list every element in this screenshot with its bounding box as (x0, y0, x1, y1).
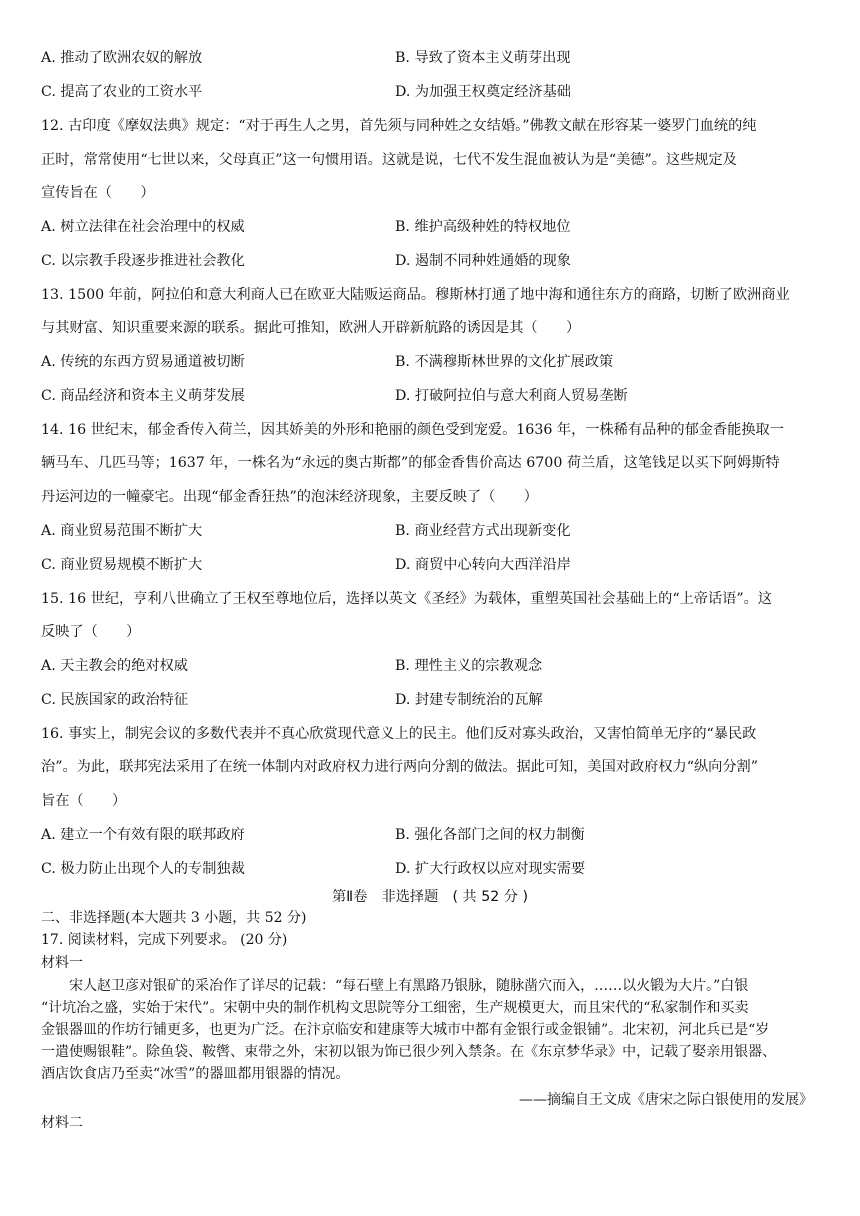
q11-option-b: B. 导致了资本主义萌芽出现 (395, 50, 571, 66)
q16-option-d: D. 扩大行政权以应对现实需要 (395, 861, 586, 877)
q14-option-c: C. 商业贸易规模不断扩大 (41, 557, 203, 573)
material1-line: 金银器皿的作坊行铺更多，也更为广泛。在汴京临安和建康等大城市中都有金银行或金银铺”。北宋初，河北兵已是“岁 (41, 1022, 770, 1038)
q12-stem-line: 正时，常常使用“七世以来，父母真正”这一句惯用语。这就是说，七代不发生混血被认为是“美德”。这些规定及 (41, 152, 737, 168)
q13-option-a: A. 传统的东西方贸易通道被切断 (41, 354, 245, 370)
q16-option-c: C. 极力防止出现个人的专制独裁 (41, 861, 245, 877)
material1-line: “计坑冶之盛，实始于宋代”。宋朝中央的制作机构文思院等分工细密，生产规模更大，而且宋代的“私家制作和买卖 (41, 1000, 749, 1016)
material1-line: 宋人赵卫彦对银矿的采冶作了详尽的记载：“每石壁上有黑路乃银脉，随脉凿穴而入，……以火锻为大片。”白银 (41, 978, 749, 994)
q12-stem-line: 12. 古印度《摩奴法典》规定：“对于再生人之男，首先须与同种姓之女结婚。”佛教文献在形容某一婆罗门血统的纯 (41, 118, 757, 134)
q12-option-a: A. 树立法律在社会治理中的权威 (41, 219, 245, 235)
material1-label: 材料一 (41, 955, 83, 971)
q15-option-c: C. 民族国家的政治特征 (41, 692, 189, 708)
material1-line: 一遣使赐银鞋”。除鱼袋、鞍辔、束带之外，宋初以银为饰已很少列入禁条。在《东京梦华录》中，记载了娶亲用银器、 (41, 1044, 777, 1060)
q14-option-b: B. 商业经营方式出现新变化 (395, 523, 571, 539)
section-title: 第Ⅱ卷 非选择题 ( 共 52 分 ) (331, 889, 529, 905)
material1-line: 酒店饮食店乃至卖“冰雪”的器皿都用银器的情况。 (41, 1066, 350, 1082)
material1-source: ——摘编自王文成《唐宋之际白银使用的发展》 (519, 1092, 813, 1108)
q16-stem-line: 16. 事实上，制宪会议的多数代表并不真心欣赏现代意义上的民主。他们反对寡头政治，又害怕简单无序的“暴民政 (41, 726, 757, 742)
q11-option-d: D. 为加强王权奠定经济基础 (395, 84, 571, 100)
q13-stem-line: 与其财富、知识重要来源的联系。据此可推知，欧洲人开辟新航路的诱因是其（ ） (41, 320, 581, 336)
q15-stem-line: 15. 16 世纪，亨利八世确立了王权至尊地位后，选择以英文《圣经》为载体，重塑英国社会基础上的“上帝话语”。这 (41, 591, 772, 607)
q15-stem-line: 反映了（ ） (41, 624, 141, 640)
q16-stem-line: 治”。为此，联邦宪法采用了在统一体制内对政府权力进行两向分割的做法。据此可知，美国对政府权力“纵向分割” (41, 759, 758, 775)
q15-option-d: D. 封建专制统治的瓦解 (395, 692, 543, 708)
q11-option-a: A. 推动了欧洲农奴的解放 (41, 50, 203, 66)
q11-option-c: C. 提高了农业的工资水平 (41, 84, 203, 100)
q14-stem-line: 丹运河边的一幢豪宅。出现“郁金香狂热”的泡沫经济现象，主要反映了（ ） (41, 489, 538, 505)
q12-option-c: C. 以宗教手段逐步推进社会教化 (41, 253, 245, 269)
section-heading: 二、非选择题(本大题共 3 小题，共 52 分) (41, 910, 307, 926)
q13-option-c: C. 商品经济和资本主义萌芽发展 (41, 388, 245, 404)
q16-option-a: A. 建立一个有效有限的联邦政府 (41, 827, 245, 843)
q13-option-b: B. 不满穆斯林世界的文化扩展政策 (395, 354, 614, 370)
q17-prompt: 17. 阅读材料，完成下列要求。 (20 分) (41, 932, 288, 948)
q12-option-b: B. 维护高级种姓的特权地位 (395, 219, 571, 235)
material2-label: 材料二 (41, 1115, 83, 1131)
q13-stem-line: 13. 1500 年前，阿拉伯和意大利商人已在欧亚大陆贩运商品。穆斯林打通了地中海和通往东方的商路，切断了欧洲商业 (41, 287, 790, 303)
q12-option-d: D. 遏制不同种姓通婚的现象 (395, 253, 571, 269)
q14-option-a: A. 商业贸易范围不断扩大 (41, 523, 203, 539)
q16-option-b: B. 强化各部门之间的权力制衡 (395, 827, 585, 843)
q12-stem-line: 宣传旨在（ ） (41, 185, 155, 201)
q14-stem-line: 14. 16 世纪末，郁金香传入荷兰，因其娇美的外形和艳丽的颜色受到宠爱。1636 年，一株稀有品种的郁金香能换取一 (41, 422, 784, 438)
q13-option-d: D. 打破阿拉伯与意大利商人贸易垄断 (395, 388, 628, 404)
q16-stem-line: 旨在（ ） (41, 793, 127, 809)
q14-stem-line: 辆马车、几匹马等；1637 年，一株名为“永远的奥古斯都”的郁金香售价高达 6700 荷兰盾，这笔钱足以买下阿姆斯特 (41, 455, 780, 471)
q14-option-d: D. 商贸中心转向大西洋沿岸 (395, 557, 571, 573)
q15-option-a: A. 天主教会的绝对权威 (41, 658, 188, 674)
q15-option-b: B. 理性主义的宗教观念 (395, 658, 543, 674)
